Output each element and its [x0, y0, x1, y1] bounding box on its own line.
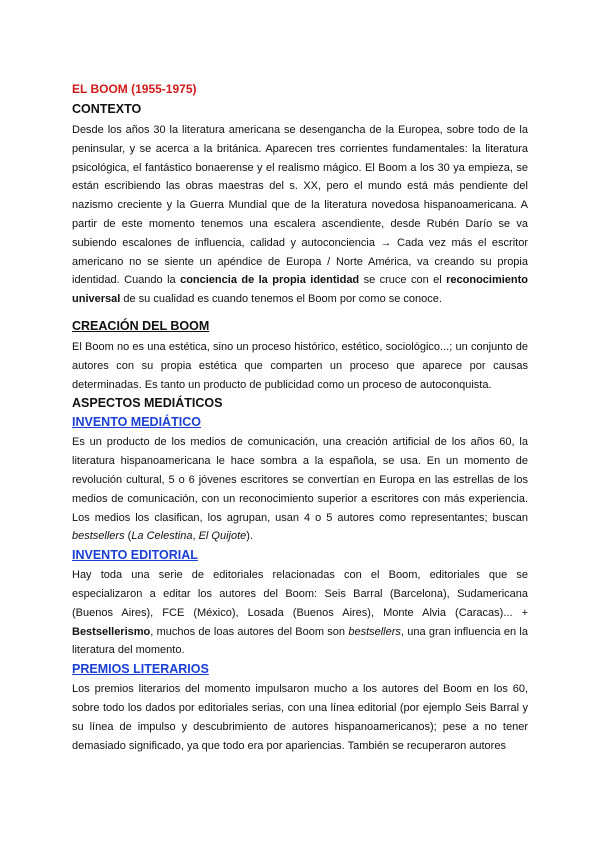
contexto-text-3: de su cualidad es cuando tenemos el Boom por como se conoce.: [120, 293, 442, 306]
editorial-text-3: , una gran influencia en la literatura del momento.: [72, 625, 528, 657]
contexto-bold-1: conciencia de la propia identidad: [180, 274, 360, 287]
mediatico-italic-2: La Celestina: [131, 530, 193, 543]
contexto-bold-2: reconocimiento universal: [72, 274, 529, 306]
editorial-italic-1: bestsellers: [348, 625, 401, 638]
heading-creacion: CREACIÓN DEL BOOM: [72, 318, 210, 333]
paragraph-contexto: [72, 121, 528, 309]
paragraph-invento-mediatico: [72, 433, 528, 546]
mediatico-text-4: ).: [246, 530, 254, 543]
heading-aspectos: ASPECTOS MEDIÁTICOS: [72, 396, 223, 411]
mediatico-text-2: (: [124, 530, 132, 543]
paragraph-premios: Los premios literarios del momento impulsaron mucho a los autores del Boom en los 60, sobre todo los dados por editoriales serias, con una línea editorial (por ejemplo Seis Barral y su línea de impulso y descubrimiento de autores hispanoamericanos); pese a no tener demasiado significado, ya que todo era por apariencias. También se recuperaron autores: [72, 683, 528, 752]
paragraph-invento-editorial: [72, 566, 528, 660]
editorial-text-1: Hay toda una serie de editoriales relacionadas con el Boom, editoriales que se especializaron a editar los autores del Boom: Seis Barral (Barcelona), Sudamericana (Buenos Aires), FCE (México), Losada (Buenos Aires), Monte Alvia (Caracas)... +: [72, 569, 528, 619]
document-title: EL BOOM (1955-1975): [72, 82, 197, 96]
mediatico-text-1: Es un producto de los medios de comunicación, una creación artificial de los años 60, la literatura hispanoamericana le hace sombra a la española, se usa. En un momento de revolución cultural, 5 o 6 jóvenes escritores se convertían en Europa en las estrellas de los medios de comunicación, con un reconocimiento superior a escritores con más experiencia. Los medios los clasifican, los agrupan, usan 4 o 5 autores como representantes; buscan: [72, 436, 528, 524]
mediatico-italic-1: bestsellers: [72, 530, 125, 543]
mediatico-text-3: ,: [192, 530, 199, 543]
heading-contexto: CONTEXTO: [72, 102, 142, 116]
paragraph-creacion: El Boom no es una estética, sino un proceso histórico, estético, sociológico...; un conjunto de autores con su propia estética que comparten un proceso que aparece por causas determinadas. Es tanto un producto de publicidad como un proceso de autoconquista.: [72, 340, 528, 391]
link-premios-literarios[interactable]: PREMIOS LITERARIOS: [72, 662, 209, 677]
document-page: [72, 82, 528, 755]
mediatico-italic-3: El Quijote: [198, 530, 247, 543]
link-invento-editorial[interactable]: INVENTO EDITORIAL: [72, 548, 198, 563]
editorial-bold-1: Bestsellerismo: [72, 625, 151, 638]
link-invento-mediatico[interactable]: INVENTO MEDIÁTICO: [72, 415, 201, 430]
contexto-text-2: se cruce con el: [359, 274, 447, 287]
contexto-text-1: Desde los años 30 la literatura americana se desengancha de la Europea, sobre todo de la peninsular, y se acerca a la británica. Aparecen tres corrientes fundamentales: la literatura psicológica, el fantástico bonaerense y el realismo mágico. El Boom a los 30 ya empieza, se están escribiendo las obras maestras del s. XX, pero el mundo está más pendiente del nazismo creciente y la Guerra Mundial que de la literatura novedosa hispanoamericana. A partir de este momento tenemos una escalera ascendiente, desde Rubén Darío se va subiendo escalones de influencia, calidad y autoconciencia → Cada vez más el escritor americano no se siente un apéndice de Europa / Norte América, va creando su propia identidad. Cuando la: [72, 124, 528, 287]
editorial-text-2: , muchos de loas autores del Boom son: [150, 625, 349, 638]
